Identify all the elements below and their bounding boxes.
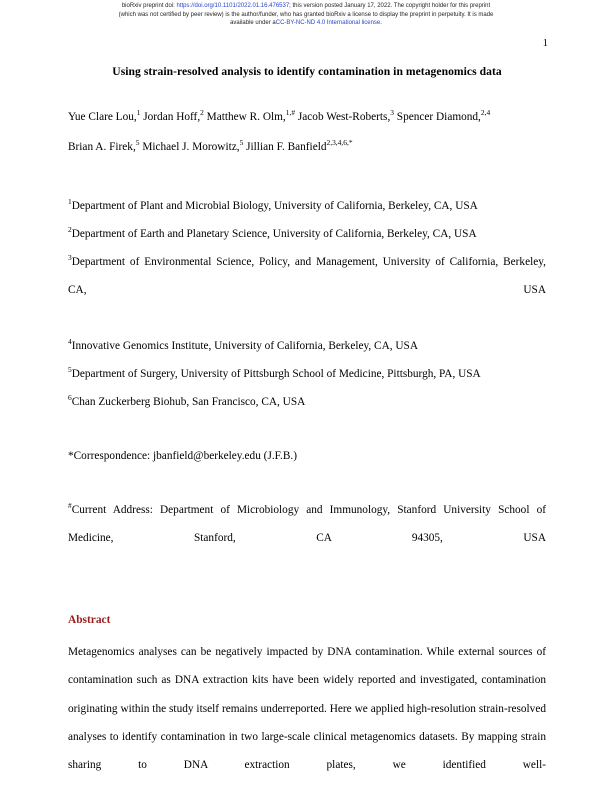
- author-name: Jacob West-Roberts,: [295, 111, 391, 123]
- affiliation-item: [68, 360, 546, 388]
- document-body: [68, 64, 546, 808]
- current-address-marker: #: [68, 501, 72, 511]
- author-line-1: [68, 102, 546, 132]
- affiliation-list: [68, 192, 546, 416]
- affiliation-marker: 4: [68, 337, 72, 347]
- abstract-heading: Abstract: [68, 614, 111, 626]
- affiliation-item: [68, 332, 546, 360]
- license-link[interactable]: CC-BY-NC-ND 4.0 International license: [275, 20, 381, 27]
- affiliation-marker: 5: [68, 365, 72, 375]
- affiliation-text: Chan Zuckerberg Biohub, San Francisco, CA, USA: [71, 396, 306, 408]
- author-name: Michael J. Morowitz,: [139, 141, 240, 153]
- author-affiliation-marker: 2: [200, 108, 204, 118]
- banner-line-doi: [0, 2, 612, 11]
- page-number: 1: [542, 38, 548, 49]
- author-name: Yue Clare Lou,: [68, 111, 137, 123]
- abstract-body: Metagenomics analyses can be negatively impacted by DNA contamination. While external sources of contamination such as DNA extraction kits have been widely reported and investigated, contamination originating within the study itself remains underreported. Here we applied high-resolution strain-resolved analyses to identify contamination in two large-scale clinical metagenomics datasets. By mapping strain sharing to DNA extraction plates, we identified well-: [68, 646, 546, 772]
- affiliation-item: [68, 220, 546, 248]
- biorxiv-preprint-banner: [0, 0, 612, 28]
- affiliation-text: Department of Plant and Microbial Biology, University of California, Berkeley, CA, USA: [71, 200, 478, 212]
- author-line-2: [68, 132, 546, 162]
- affiliation-text: Department of Earth and Planetary Science, University of California, Berkeley, CA, USA: [71, 228, 477, 240]
- correspondence-line: *Correspondence: jbanfield@berkeley.edu (J.F.B.): [68, 450, 297, 462]
- author-affiliation-marker: 3: [390, 108, 394, 118]
- author-affiliation-marker: 2,4: [480, 108, 491, 118]
- banner-doi-prefix: bioRxiv preprint doi:: [121, 3, 177, 9]
- author-affiliation-marker: 5: [239, 138, 244, 148]
- banner-line-license: [0, 19, 612, 28]
- affiliation-text: Department of Environmental Science, Policy, and Management, University of California, Berkeley, CA, USA: [68, 256, 546, 296]
- affiliation-item: [68, 192, 546, 220]
- current-address-line: [68, 496, 546, 580]
- affiliation-marker: 1: [68, 197, 72, 207]
- banner-line-peer-review: (which was not certified by peer review) is the author/funder, who has granted bioRxiv a license to display the preprint in perpetuity. It is made: [118, 11, 494, 18]
- affiliation-marker: 2: [68, 225, 72, 235]
- affiliation-marker: 6: [68, 393, 72, 403]
- author-affiliation-marker: 1,#: [285, 108, 296, 118]
- banner-license-suffix: .: [380, 20, 382, 27]
- doi-link[interactable]: https://doi.org/10.1101/2022.01.16.476537: [176, 3, 290, 9]
- author-name: Brian A. Firek,: [68, 141, 136, 153]
- author-affiliation-marker: 2,3,4,6,*: [326, 138, 353, 148]
- author-name: Jordan Hoff,: [140, 111, 201, 123]
- affiliation-text: Department of Surgery, University of Pittsburgh School of Medicine, Pittsburgh, PA, USA: [71, 368, 481, 380]
- author-affiliation-marker: 1: [136, 108, 141, 118]
- current-address-text: Current Address: Department of Microbiology and Immunology, Stanford University School of Medicine, Stanford, CA 94305, USA: [68, 504, 546, 544]
- author-name: Jillian F. Banfield: [243, 141, 327, 153]
- banner-doi-suffix: ; this version posted January 17, 2022. The copyright holder for this preprint: [289, 3, 491, 9]
- affiliation-item: [68, 248, 546, 332]
- affiliation-marker: 3: [68, 253, 72, 263]
- page-title: Using strain-resolved analysis to identify contamination in metagenomics data: [112, 65, 502, 78]
- banner-license-prefix: available under a: [230, 20, 276, 27]
- author-affiliation-marker: 5: [135, 138, 140, 148]
- affiliation-text: Innovative Genomics Institute, University of California, Berkeley, CA, USA: [71, 340, 418, 352]
- affiliation-item: [68, 388, 546, 416]
- author-name: Matthew R. Olm,: [203, 111, 286, 123]
- author-name: Spencer Diamond,: [393, 111, 481, 123]
